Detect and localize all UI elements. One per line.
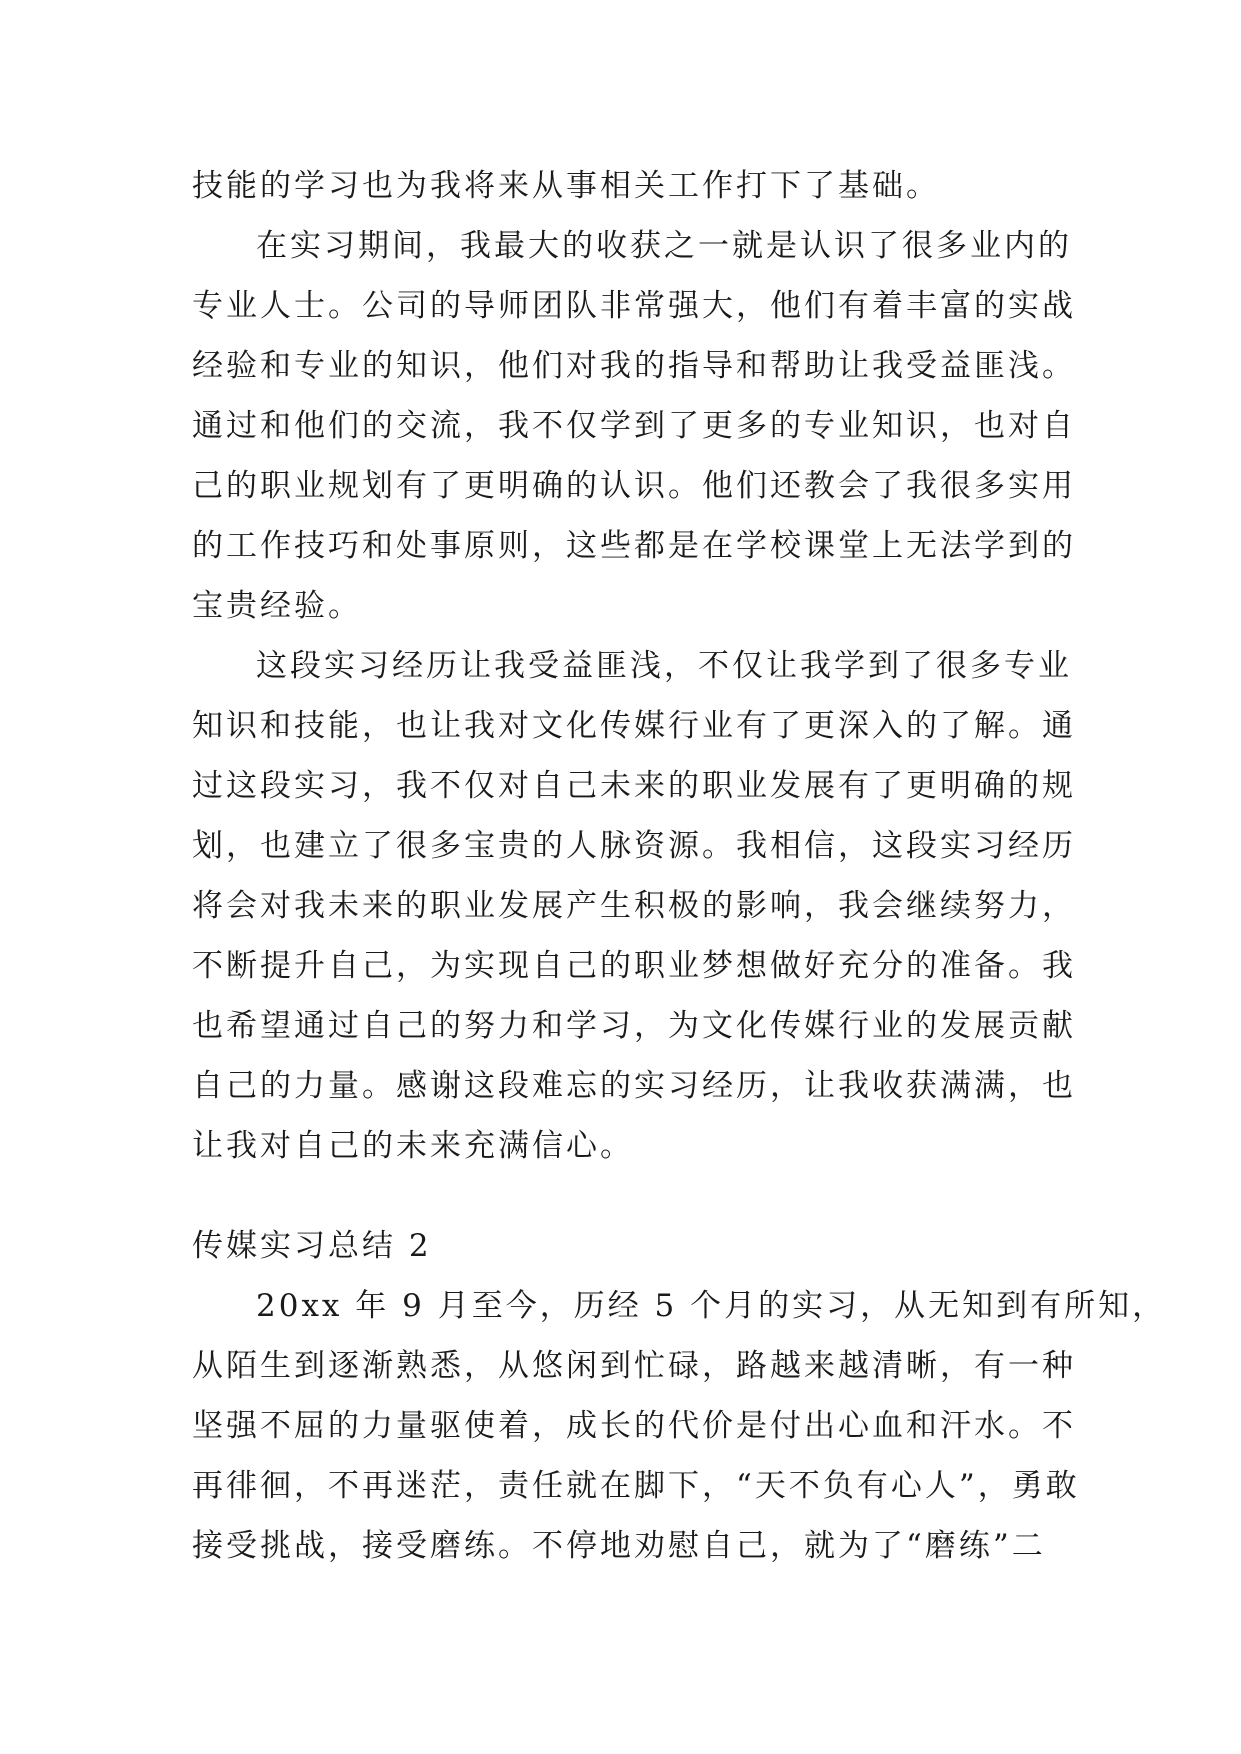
paragraph-line: 自己的力量。感谢这段难忘的实习经历，让我收获满满，也 (192, 1068, 1076, 1104)
paragraph-line: 经验和专业的知识，他们对我的指导和帮助让我受益匪浅。 (192, 348, 1076, 384)
paragraph-line: 己的职业规划有了更明确的认识。他们还教会了我很多实用 (192, 468, 1076, 504)
paragraph-line: 的工作技巧和处事原则，这些都是在学校课堂上无法学到的 (192, 528, 1076, 564)
paragraph-line: 接受挑战，接受磨练。不停地劝慰自己，就为了“磨练”二 (192, 1528, 1046, 1564)
paragraph-line: 再徘徊，不再迷茫，责任就在脚下，“天不负有心人”，勇敢 (192, 1468, 1080, 1504)
paragraph-line: 在实习期间，我最大的收获之一就是认识了很多业内的 (256, 228, 1072, 264)
paragraph-line: 坚强不屈的力量驱使着，成长的代价是付出心血和汗水。不 (192, 1408, 1076, 1444)
paragraph-line: 技能的学习也为我将来从事相关工作打下了基础。 (192, 168, 940, 204)
paragraph-line: 过这段实习，我不仅对自己未来的职业发展有了更明确的规 (192, 768, 1076, 804)
paragraph-line: 让我对自己的未来充满信心。 (192, 1128, 634, 1164)
paragraph-line: 不断提升自己，为实现自己的职业梦想做好充分的准备。我 (192, 948, 1076, 984)
paragraph-line: 宝贵经验。 (192, 588, 362, 624)
paragraph-line: 也希望通过自己的努力和学习，为文化传媒行业的发展贡献 (192, 1008, 1076, 1044)
paragraph-line: 这段实习经历让我受益匪浅，不仅让我学到了很多专业 (256, 648, 1072, 684)
paragraph-line: 通过和他们的交流，我不仅学到了更多的专业知识，也对自 (192, 408, 1076, 444)
paragraph-line: 专业人士。公司的导师团队非常强大，他们有着丰富的实战 (192, 288, 1076, 324)
paragraph-line: 知识和技能，也让我对文化传媒行业有了更深入的了解。通 (192, 708, 1076, 744)
paragraph-line: 20xx 年 9 月至今，历经 5 个月的实习，从无知到有所知， (256, 1288, 1167, 1324)
paragraph-line: 将会对我未来的职业发展产生积极的影响，我会继续努力， (192, 888, 1076, 924)
paragraph-line: 划，也建立了很多宝贵的人脉资源。我相信，这段实习经历 (192, 828, 1076, 864)
section-heading: 传媒实习总结 2 (192, 1228, 432, 1264)
paragraph-line: 从陌生到逐渐熟悉，从悠闲到忙碌，路越来越清晰，有一种 (192, 1348, 1076, 1384)
